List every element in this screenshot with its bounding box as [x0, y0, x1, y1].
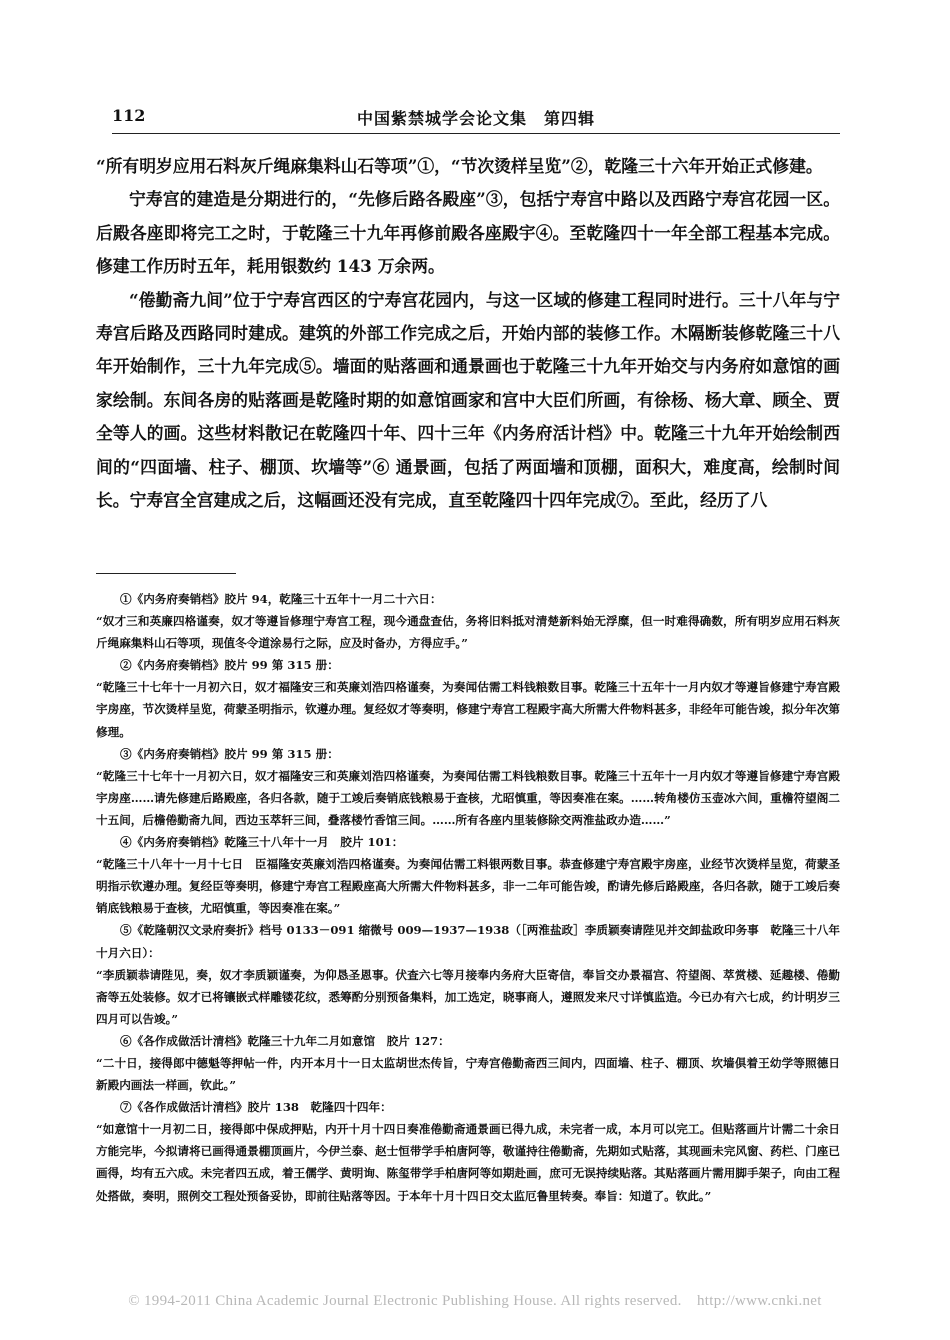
- body-paragraph: 宁寿宫的建造是分期进行的，“先修后路各殿座”③，包括宁寿宫中路以及西路宁寿宫花园一区。后殿各座即将完工之时，于乾隆三十九年再修前殿各座殿宇④。至乾隆四十一年全部工程基本完成。修建工作历时五年，耗用银数约 143 万余两。: [96, 189, 840, 277]
- footnote-quote: “李质颖恭请陛见，奏，奴才李质颖谨奏，为仰恳圣恩事。伏查六七等月接奉内务府大臣寄信，奉旨交办景福宫、符望阁、萃赏楼、延趣楼、倦勤斋等五处装修。奴才已将镶嵌式样雕镂花纹，悉筹酌分别预备集料，加工选定，晓事商人，遵照发来尺寸详慎监造。今已办有六七成，约计明岁三四月可以告竣。”: [96, 967, 840, 1026]
- footnote-source: ②《内务府奏销档》胶片 99 第 315 册：: [120, 658, 339, 673]
- footnote-source: ③《内务府奏销档》胶片 99 第 315 册：: [120, 746, 339, 761]
- footnote-source: ①《内务府奏销档》胶片 94，乾隆三十五年十一月二十六日：: [120, 592, 442, 606]
- footnote-source: ④《内务府奏销档》乾隆三十八年十一月 胶片 101：: [120, 835, 404, 850]
- footnote-rule: [96, 573, 236, 574]
- footnote-quote: “二十日，接得郎中德魁等押帖一件，内开本月十一日太监胡世杰传旨，宁寿宫倦勤斋西三间内，四面墙、柱子、棚顶、坎墙俱着王幼学等照德日新殿内画法一样画，钦此。”: [96, 1055, 840, 1093]
- footnote-source: ⑦《各作成做活计清档》胶片 138 乾隆四十四年：: [120, 1100, 392, 1115]
- running-header: [112, 104, 840, 132]
- footnote-quote: “乾隆三十七年十一月初六日，奴才福隆安三和英廉刘浩四格谨奏，为奏闻估需工料钱粮数目事。乾隆三十五年十一月内奴才等遵旨修建宁寿宫殿宇房座，节次烫样呈览，荷蒙圣明指示，钦遵办理。复经奴才等奏明，修建宁寿宫工程殿宇高大所需大件物料甚多，非经年可能告竣，拟分年次第修理。: [96, 680, 840, 739]
- footnote-source: ⑤《乾隆朝汉文录府奏折》档号 0133－091 缩微号 009—1937—1938（［两淮盐政］李质颖奏请陛见并交卸盐政印务事 乾隆三十八年十月六日）：: [96, 923, 840, 960]
- copyright-notice: © 1994-2011 China Academic Journal Electronic Publishing House. All rights reserved. http://www.cnki.net: [128, 1293, 822, 1309]
- footnote-quote: “奴才三和英廉四格谨奏，奴才等遵旨修理宁寿宫工程，现今通盘查估，务将旧料抵对清楚新料始无浮糜，但一时难得确数，所有明岁应用石料灰斤绳麻集料山石等项，现值冬令道涂易行之际，应及时备办，方得应手。”: [96, 614, 840, 651]
- footnote-quote: “如意馆十一月初二日，接得郎中保成押贴，内开十月十四日奏准倦勤斋通景画已得九成，未完者一成，本月可以完工。但贴落画片计需二十余日方能完毕，今拟请将已画得通景棚顶画片，今伊兰泰、赵士恒带学手柏唐阿等，敬谨持往倦勤斋，先期如式贴落，其现画未完风窗、药栏、门座已画得，均有五六成。未完者四五成，着王儒学、黄明询、陈玺带学手柏唐阿等如期赴画，庶可无误持续贴落。其贴落画片需用脚手架子，向由工程处搭做，奏明，照例交工程处预备妥协，即前往贴落等因。于本年十月十四日交太监厄鲁里转奏。奉旨：知道了。钦此。”: [96, 1122, 840, 1203]
- footnote-quote: “乾隆三十七年十一月初六日，奴才福隆安三和英廉刘浩四格谨奏，为奏闻估需工料钱粮数目事。乾隆三十五年十一月内奴才等遵旨修建宁寿宫殿宇房座……请先修建后路殿座，各归各款，随于工竣后奏销底钱粮易于查核，尤昭慎重，等因奏准在案。……转角楼仿玉壶冰六间，重檐符望阁二十五间，后檐倦勤斋九间，西边玉萃轩三间，叠落楼竹香馆三间。……所有各座内里装修除交两淮盐政办造……”: [96, 768, 840, 827]
- header-rule: [112, 133, 840, 134]
- footnote-source: ⑥《各作成做活计清档》乾隆三十九年二月如意馆 胶片 127：: [120, 1033, 450, 1048]
- body-text: [96, 150, 840, 517]
- footnotes: [96, 588, 840, 1207]
- body-paragraph: “所有明岁应用石料灰斤绳麻集料山石等项”①，“节次烫样呈览”②，乾隆三十六年开始正式修建。: [96, 156, 823, 176]
- journal-title: 中国紫禁城学会论文集 第四辑: [356, 109, 595, 128]
- page-number: 112: [112, 106, 146, 125]
- body-paragraph: “倦勤斋九间”位于宁寿宫西区的宁寿宫花园内，与这一区域的修建工程同时进行。三十八年与宁寿宫后路及西路同时建成。建筑的外部工作完成之后，开始内部的装修工作。木隔断装修乾隆三十八年开始制作，三十九年完成⑤。墙面的贴落画和通景画也于乾隆三十九年开始交与内务府如意馆的画家绘制。东间各房的贴落画是乾隆时期的如意馆画家和宫中大臣们所画，有徐杨、杨大章、顾全、贾全等人的画。这些材料散记在乾隆四十年、四十三年《内务府活计档》中。乾隆三十九年开始绘制西间的“四面墙、柱子、棚顶、坎墙等”⑥ 通景画，包括了两面墙和顶棚，面积大，难度高，绘制时间长。宁寿宫全宫建成之后，这幅画还没有完成，直至乾隆四十四年完成⑦。至此，经历了八: [96, 289, 840, 511]
- footnote-quote: “乾隆三十八年十一月十七日 臣福隆安英廉刘浩四格谨奏。为奏闻估需工料银两数目事。恭查修建宁寿宫殿宇房座，业经节次烫样呈览，荷蒙圣明指示钦遵办理。复经臣等奏明，修建宁寿宫工程殿座高大所需大件物料甚多，非一二年可能告竣，酌请先修后路殿座，各归各款，随于工竣后奏销底钱粮易于查核，尤昭慎重，等因奏准在案。”: [96, 857, 840, 916]
